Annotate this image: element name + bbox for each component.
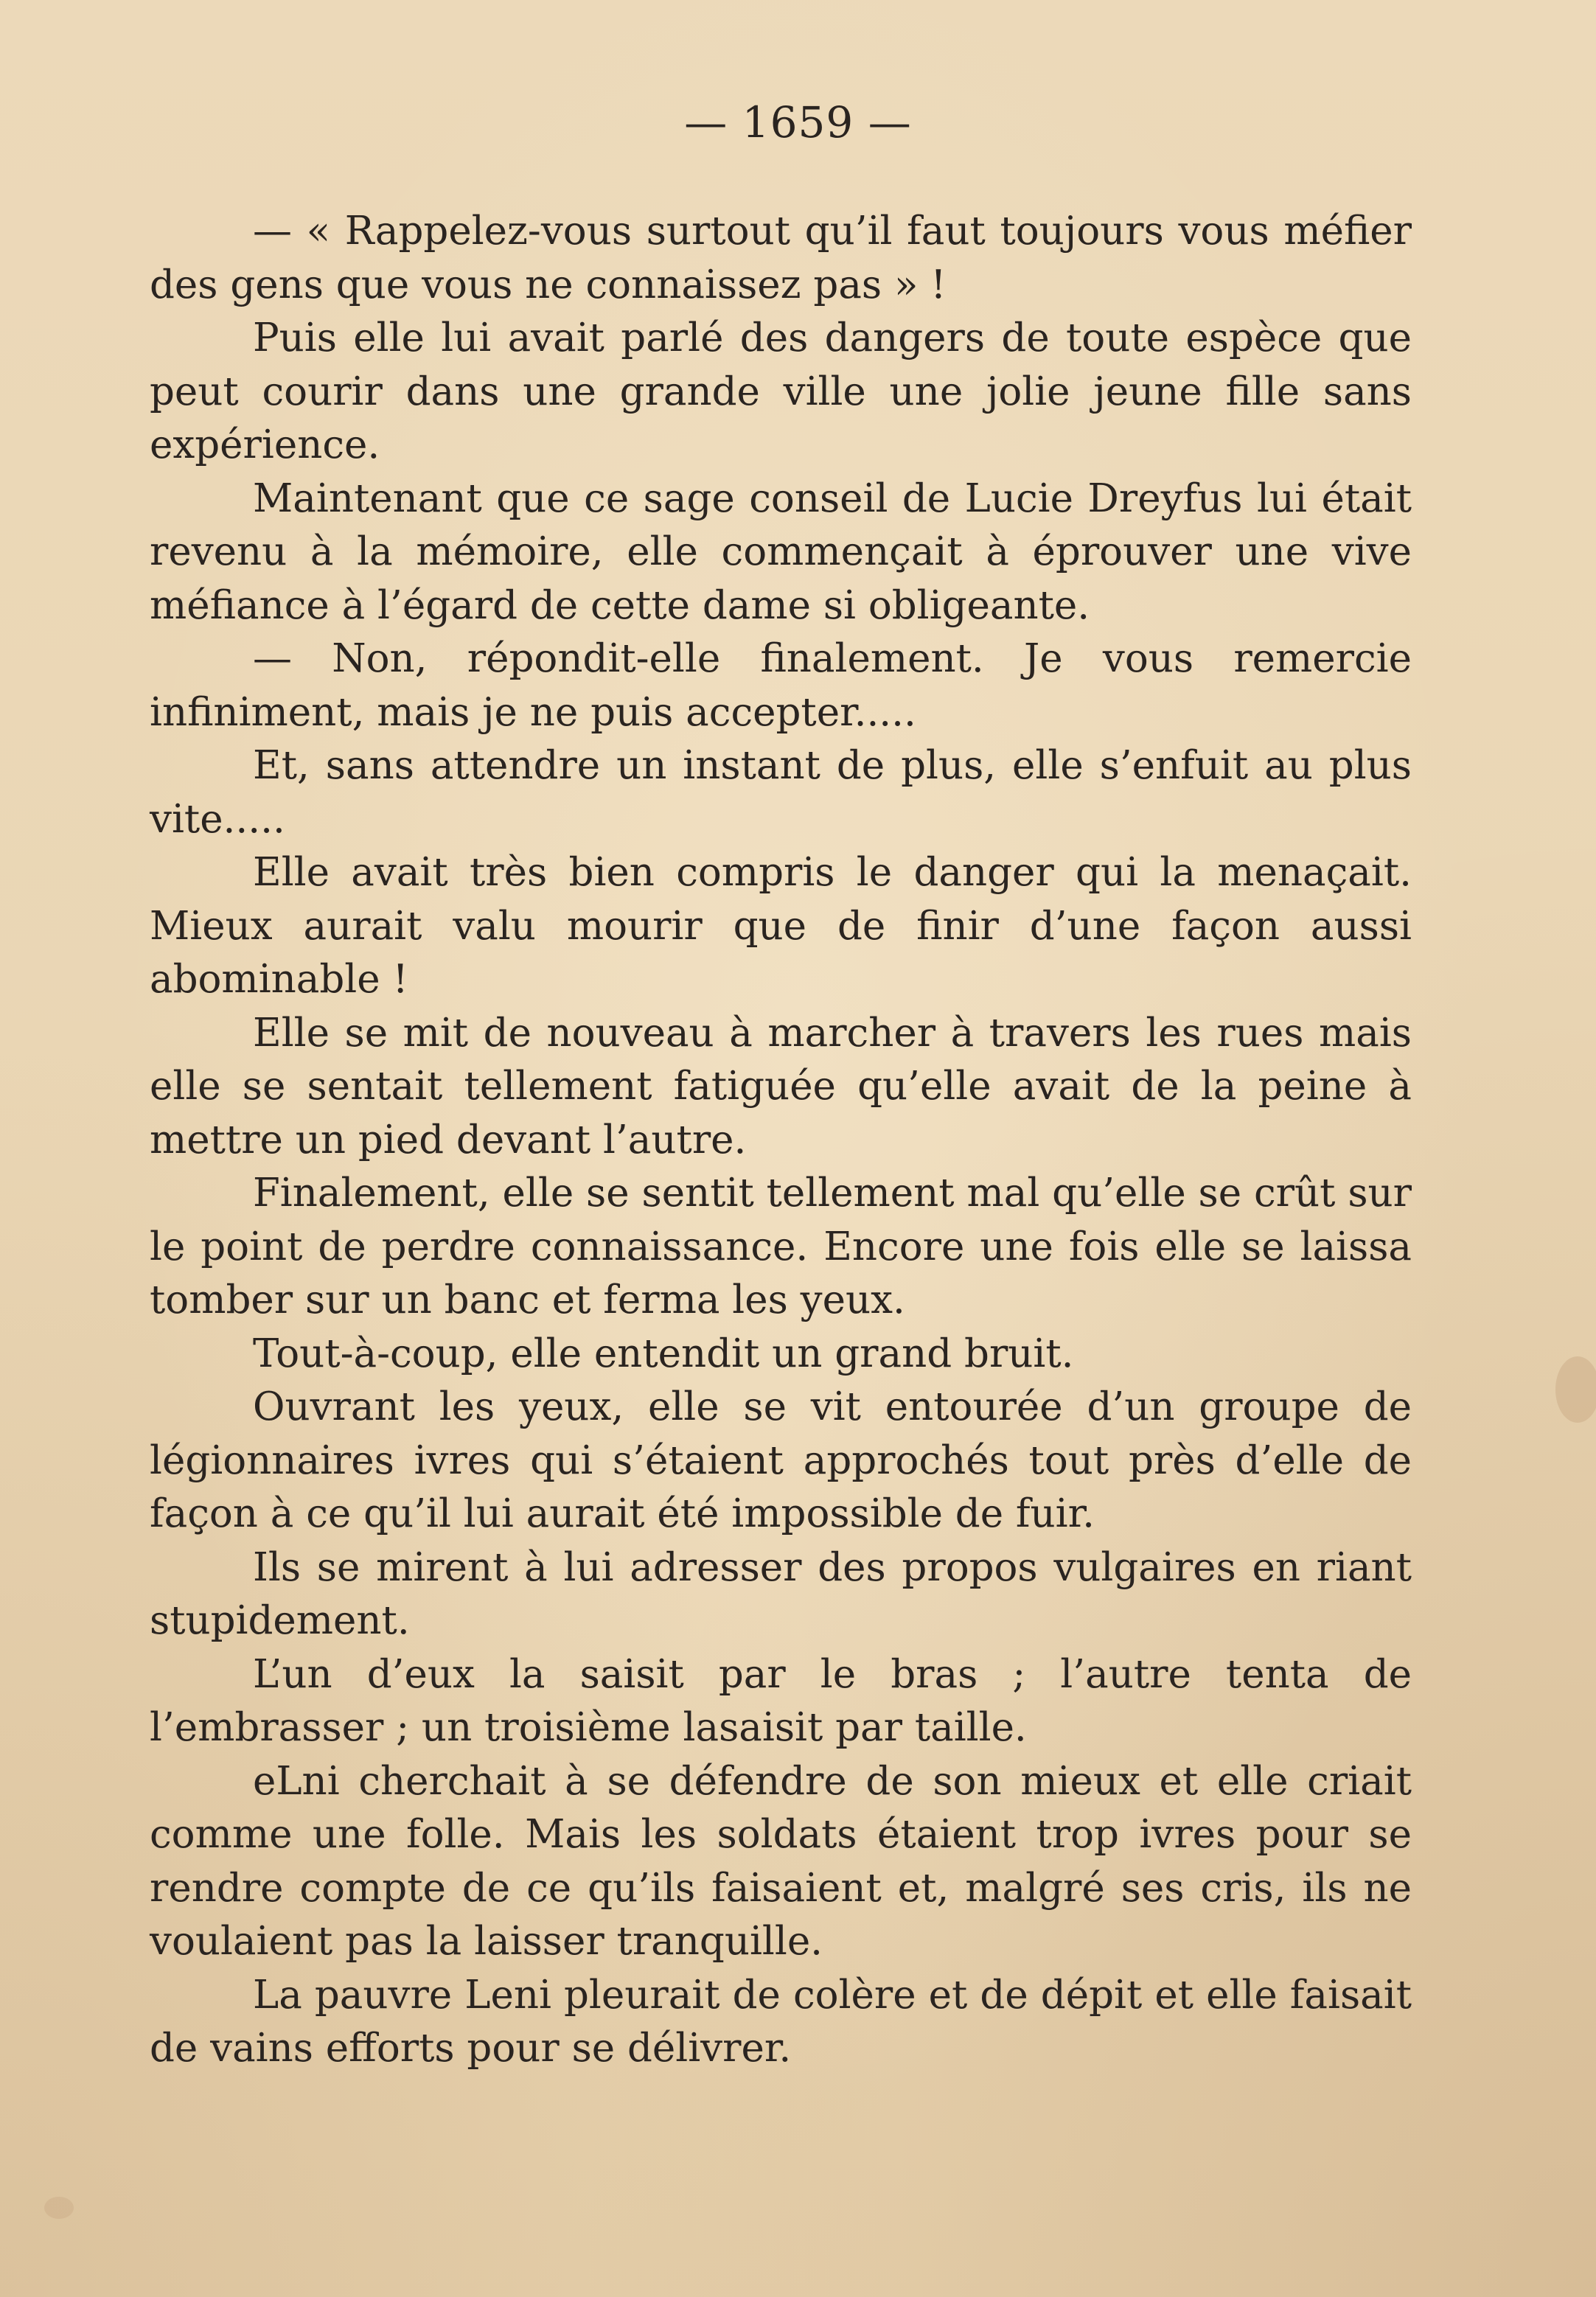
- paragraph: Ouvrant les yeux, elle se vit entourée d’un groupe de légionnaires ivres qui s’étaient approchés tout près d’elle de façon à ce qu’il lui aurait été impossible de fuir.: [150, 1384, 1412, 1536]
- body-text: [150, 205, 1412, 2076]
- paragraph: — « Rappelez-vous surtout qu’il faut toujours vous méfier des gens que vous ne connaissez pas » !: [150, 209, 1412, 307]
- paragraph: La pauvre Leni pleurait de colère et de dépit et elle faisait de vains efforts pour se délivrer.: [150, 1972, 1412, 2071]
- paragraph: eLni cherchait à se défendre de son mieux et elle criait comme une folle. Mais les soldats étaient trop ivres pour se rendre compte de ce qu’ils faisaient et, malgré ses cris, ils ne voulaient pas la laisser tranquille.: [150, 1758, 1412, 1964]
- paragraph: — Non, répondit-elle finalement. Je vous remercie infiniment, mais je ne puis accepter.....: [150, 636, 1412, 735]
- paragraph: Ils se mirent à lui adresser des propos vulgaires en riant stupidement.: [150, 1544, 1412, 1643]
- paragraph: L’un d’eux la saisit par le bras ; l’autre tenta de l’embrasser ; un troisième lasaisit par taille.: [150, 1651, 1412, 1750]
- paragraph: Puis elle lui avait parlé des dangers de toute espèce que peut courir dans une grande ville une jolie jeune fille sans expérience.: [150, 316, 1412, 467]
- paragraph: Elle avait très bien compris le danger qui la menaçait. Mieux aurait valu mourir que de finir d’une façon aussi abominable !: [150, 850, 1412, 1002]
- paragraph: Finalement, elle se sentit tellement mal qu’elle se crût sur le point de perdre connaissance. Encore une fois elle se laissa tomber sur un banc et ferma les yeux.: [150, 1171, 1412, 1322]
- paragraph: Et, sans attendre un instant de plus, elle s’enfuit au plus vite.....: [150, 743, 1412, 842]
- paper-stain: [1555, 1356, 1596, 1423]
- paragraph: Tout-à-coup, elle entendit un grand bruit.: [253, 1331, 1074, 1376]
- page-number: — 1659 —: [684, 97, 912, 147]
- paper-stain: [44, 2197, 74, 2219]
- paragraph: Maintenant que ce sage conseil de Lucie Dreyfus lui était revenu à la mémoire, elle commençait à éprouver une vive méfiance à l’égard de cette dame si obligeante.: [150, 475, 1412, 628]
- paragraph: Elle se mit de nouveau à marcher à travers les rues mais elle se sentait tellement fatiguée qu’elle avait de la peine à mettre un pied devant l’autre.: [150, 1010, 1412, 1163]
